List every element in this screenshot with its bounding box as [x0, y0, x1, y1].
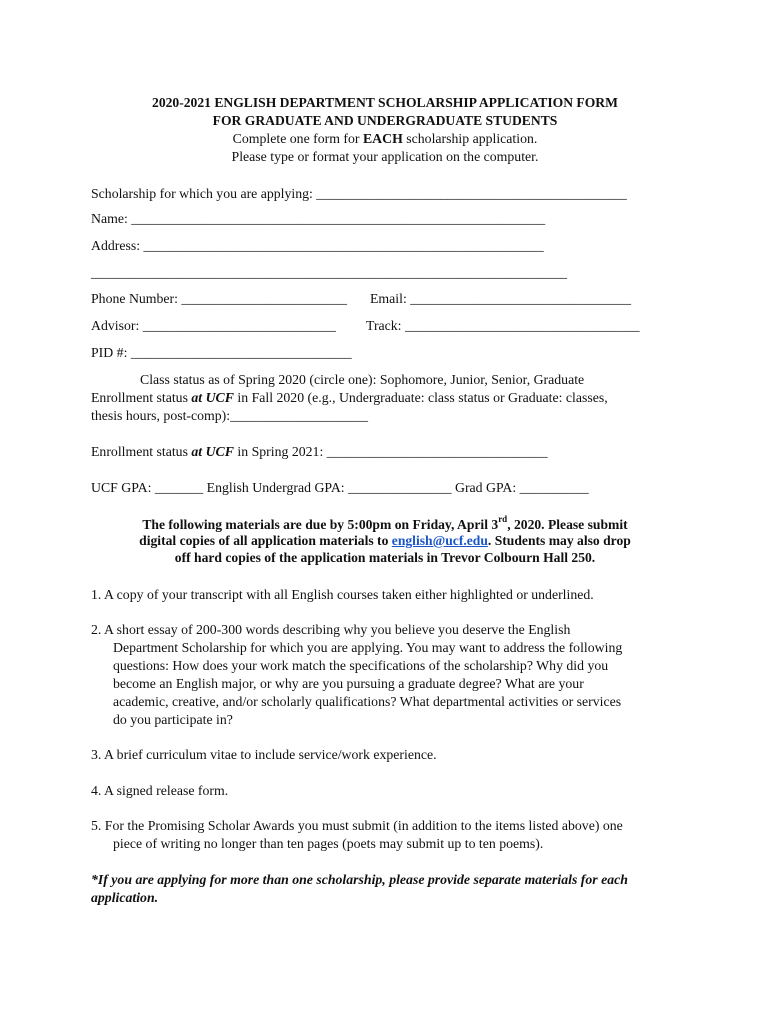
- address-line2-field[interactable]: _____________________________________________________________________: [91, 265, 567, 280]
- list-item-transcript: 1. A copy of your transcript with all English courses taken either highlighted or underlined.: [91, 587, 594, 602]
- phone-field[interactable]: Phone Number: ________________________: [91, 291, 347, 306]
- fall-enrollment-line2[interactable]: thesis hours, post-comp):____________________: [91, 408, 369, 423]
- deadline-notice-line3: off hard copies of the application materials in Trevor Colbourn Hall 250.: [174, 550, 596, 565]
- pid-field[interactable]: PID #: ________________________________: [91, 345, 352, 360]
- form-subtitle: FOR GRADUATE AND UNDERGRADUATE STUDENTS: [212, 113, 558, 128]
- track-field[interactable]: Track: __________________________________: [366, 318, 640, 333]
- fall-enrollment-line[interactable]: Enrollment status at UCF in Fall 2020 (e.g., Undergraduate: class status or Graduate: classes,: [91, 390, 608, 405]
- advisor-field[interactable]: Advisor: ____________________________: [91, 318, 336, 333]
- instruction-each: Complete one form for EACH scholarship application.: [232, 131, 538, 146]
- scholarship-field[interactable]: Scholarship for which you are applying: _____________________________________________: [91, 186, 627, 201]
- list-item-essay-line3: questions: How does your work match the specifications of the scholarship? Why did you: [113, 658, 609, 673]
- address-field[interactable]: Address: __________________________________________________________: [91, 238, 544, 253]
- email-link[interactable]: english@ucf.edu: [391, 533, 488, 548]
- instruction-type: Please type or format your application on the computer.: [231, 149, 539, 164]
- list-item-release: 4. A signed release form.: [91, 783, 229, 798]
- list-item-writing-line2: piece of writing no longer than ten pages (poets may submit up to ten poems).: [113, 836, 544, 851]
- list-item-essay-line2: Department Scholarship for which you are applying. You may want to address the following: [113, 640, 623, 655]
- footnote: *If you are applying for more than one scholarship, please provide separate materials for each: [91, 872, 628, 887]
- gpa-fields[interactable]: UCF GPA: _______ English Undergrad GPA: _______________ Grad GPA: __________: [91, 480, 589, 495]
- name-field[interactable]: Name: ____________________________________________________________: [91, 211, 546, 226]
- list-item-cv: 3. A brief curriculum vitae to include service/work experience.: [91, 747, 437, 762]
- spring-enrollment-field[interactable]: Enrollment status at UCF in Spring 2021: ________________________________: [91, 444, 548, 459]
- deadline-notice-line2: digital copies of all application materials to english@ucf.edu. Students may also drop: [139, 533, 631, 548]
- list-item-writing: 5. For the Promising Scholar Awards you must submit (in addition to the items listed above) one: [91, 818, 623, 833]
- list-item-essay-line5: academic, creative, and/or scholarly qualifications? What departmental activities or services: [113, 694, 622, 709]
- list-item-essay-line6: do you participate in?: [113, 712, 233, 727]
- class-status-line[interactable]: Class status as of Spring 2020 (circle one): Sophomore, Junior, Senior, Graduate: [140, 372, 585, 387]
- footnote-line2: application.: [91, 890, 159, 905]
- deadline-notice-line1: The following materials are due by 5:00pm on Friday, April 3rd, 2020. Please submit: [142, 514, 628, 532]
- list-item-essay-line4: become an English major, or why are you pursuing a graduate degree? What are your: [113, 676, 584, 691]
- list-item-essay: 2. A short essay of 200-300 words describing why you believe you deserve the English: [91, 622, 571, 637]
- email-field[interactable]: Email: ________________________________: [370, 291, 631, 306]
- form-title: 2020-2021 ENGLISH DEPARTMENT SCHOLARSHIP APPLICATION FORM: [152, 95, 618, 110]
